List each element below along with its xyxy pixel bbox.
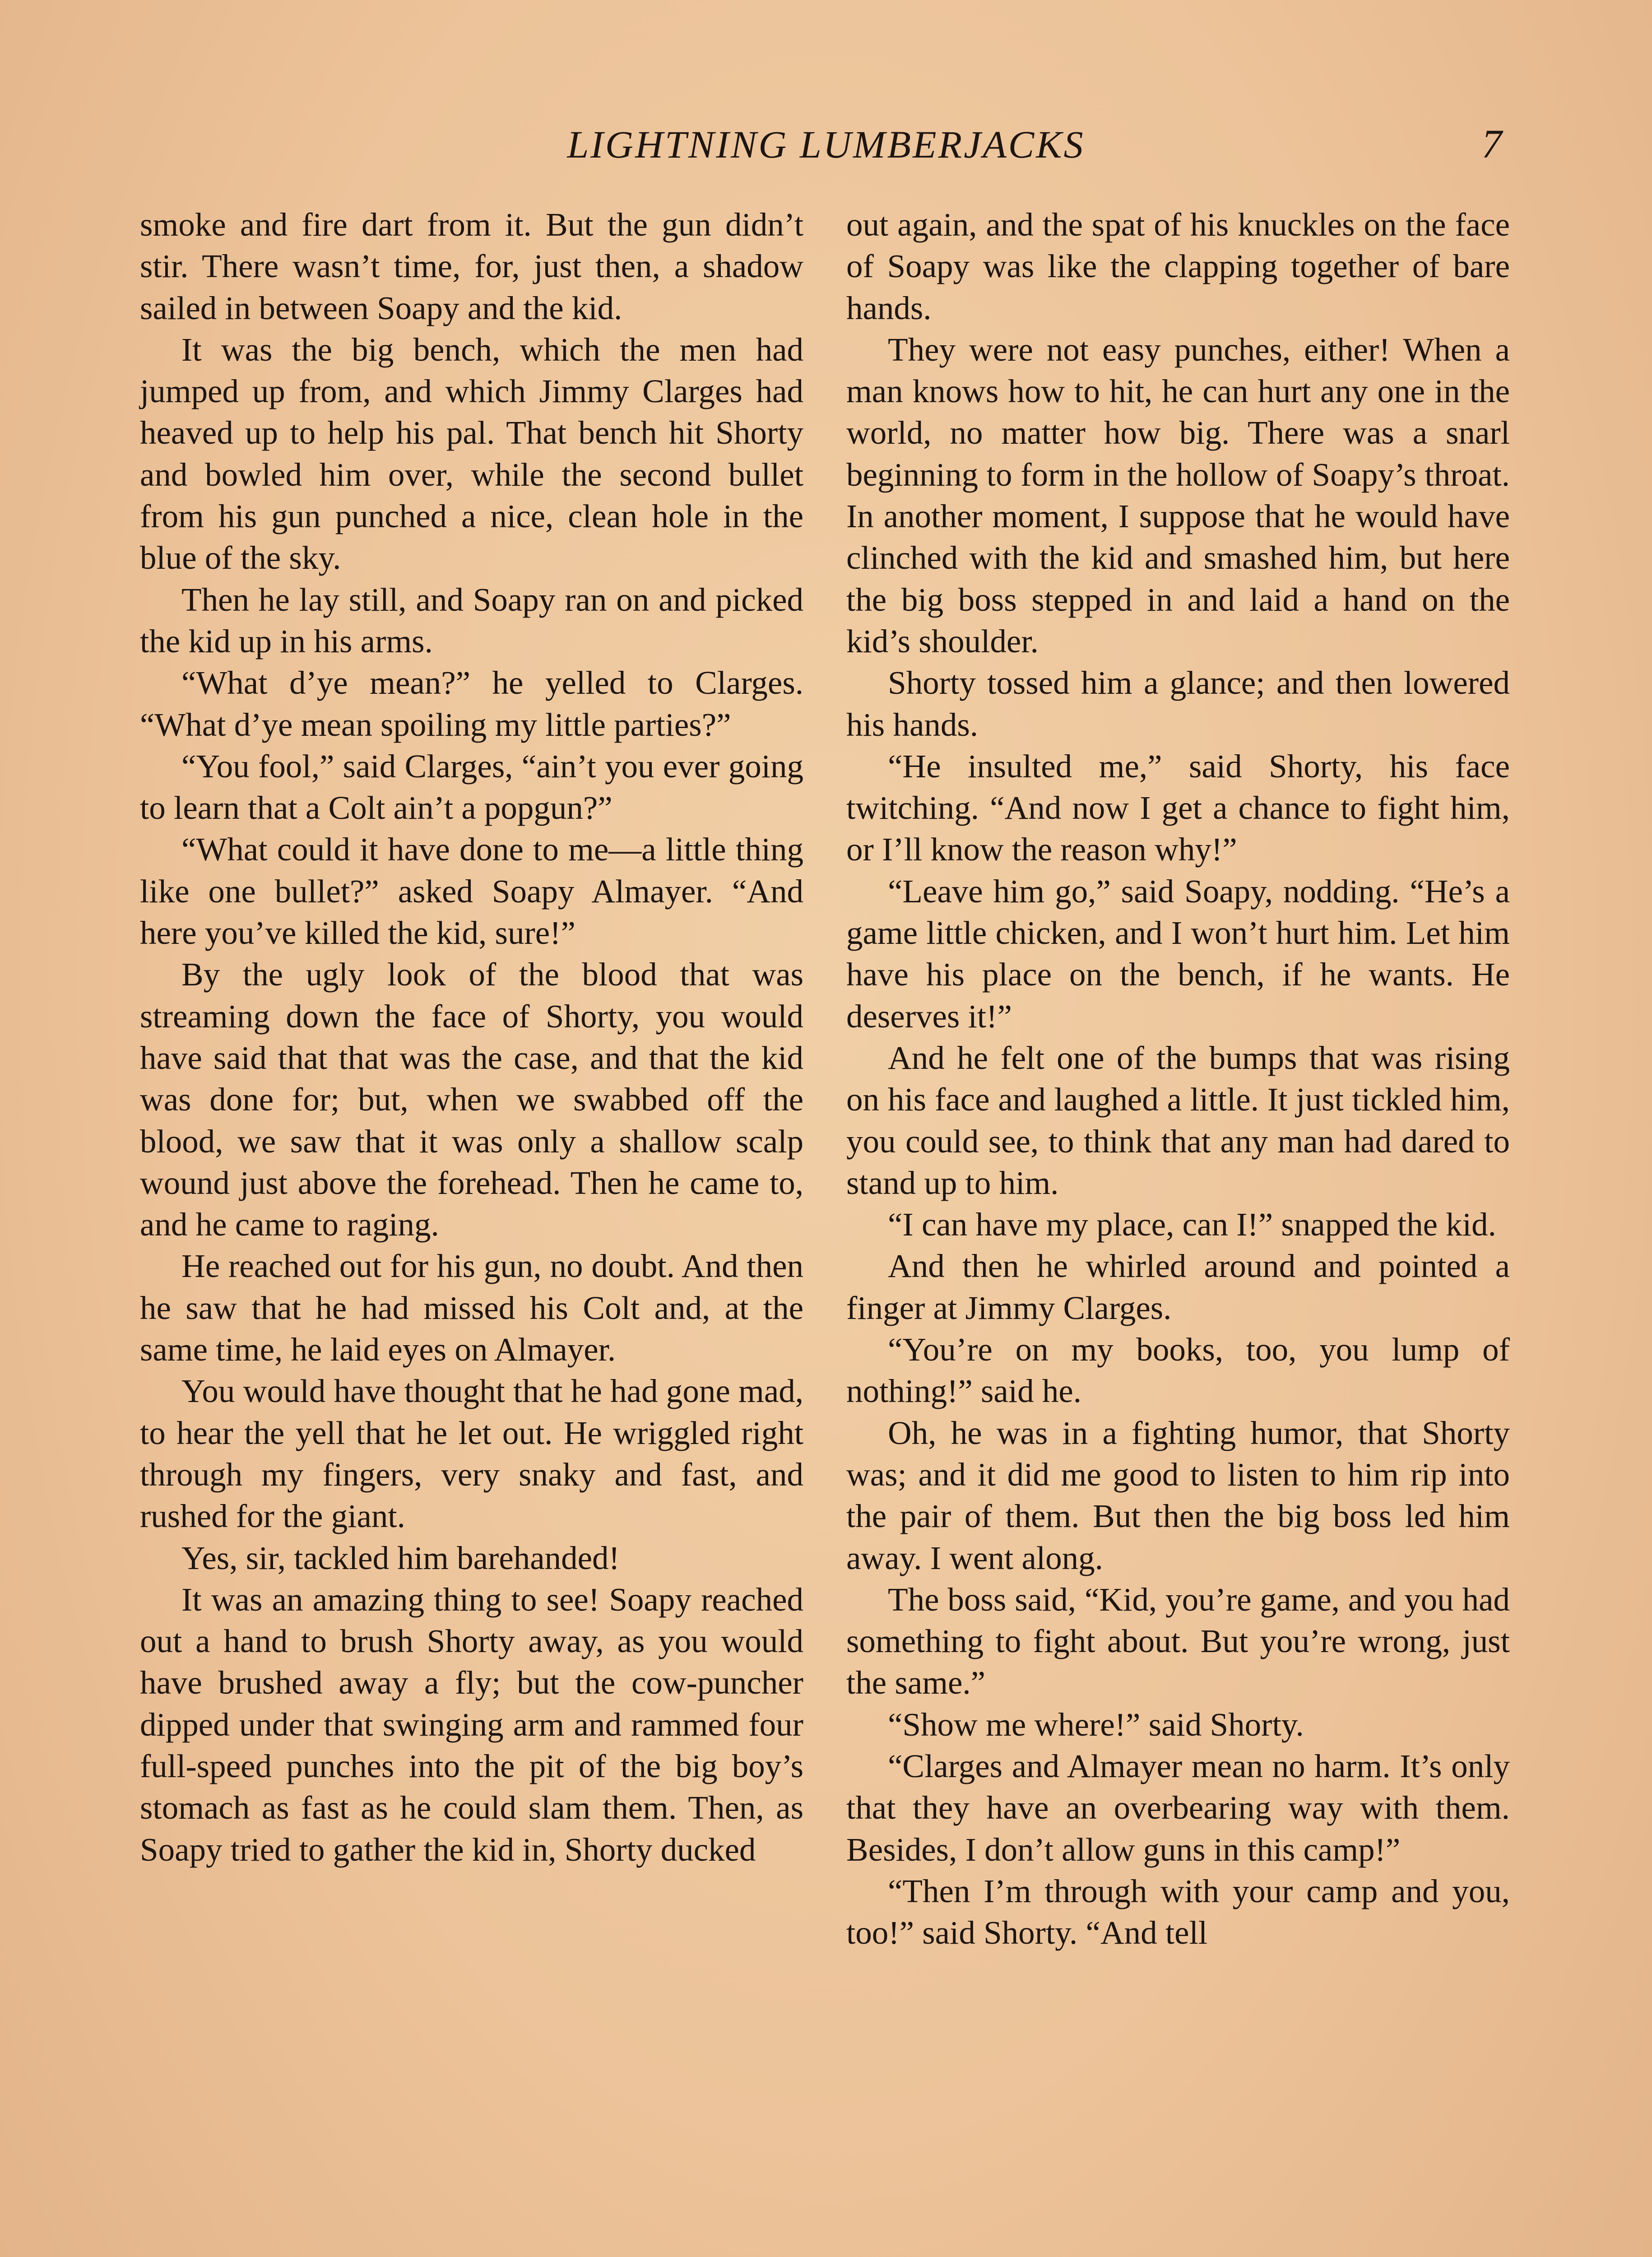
paragraph: “He insulted me,” said Shorty, his face twitching. “And now I get a chance to fight him, or I’ll know the reason why!” (846, 748, 1510, 868)
paragraph: Then he lay still, and Soapy ran on and picked the kid up in his arms. (140, 581, 803, 659)
paragraph: They were not easy punches, either! When a man knows how to hit, he can hurt any one in the world, no matter how big. There was a snarl beginning to form in the hollow of Soapy’s throat. In another moment, I suppose that he would have clinched with the kid and smashed him, but here the big boss stepped in and laid a hand on the kid’s shoulder. (846, 331, 1510, 659)
paragraph: Yes, sir, tackled him barehanded! (181, 1539, 620, 1576)
paragraph: “You’re on my books, too, you lump of nothing!” said he. (846, 1331, 1510, 1410)
paragraph: “What d’ye mean?” he yelled to Clarges. “What d’ye mean spoiling my little parties?” (140, 664, 803, 743)
text-column-right (846, 204, 1510, 1954)
paragraph: Shorty tossed him a glance; and then lowered his hands. (846, 664, 1510, 743)
page-number: 7 (1481, 122, 1502, 167)
paragraph: And he felt one of the bumps that was rising on his face and laughed a little. It just tickled him, you could see, to think that any man had dared to stand up to him. (846, 1039, 1510, 1201)
paragraph: It was an amazing thing to see! Soapy reached out a hand to brush Shorty away, as you would have brushed away a fly; but the cow-puncher dipped under that swinging arm and rammed four full-speed punches into the pit of the big boy’s stomach as fast as he could slam them. Then, as Soapy tried to gather the kid in, Shorty ducked (140, 1581, 803, 1868)
paragraph: smoke and fire dart from it. But the gun didn’t stir. There wasn’t time, for, just then, a shadow sailed in between Soapy and the kid. (140, 206, 803, 326)
paragraph: “What could it have done to me—a little thing like one bullet?” asked Soapy Almayer. “And here you’ve killed the kid, sure!” (140, 831, 803, 952)
paragraph: The boss said, “Kid, you’re game, and you had something to fight about. But you’re wrong, just the same.” (846, 1581, 1510, 1701)
paragraph: “Leave him go,” said Soapy, nodding. “He’s a game little chicken, and I won’t hurt him. Let him have his place on the bench, if he wants. He deserves it!” (846, 873, 1510, 1035)
paragraph: You would have thought that he had gone mad, to hear the yell that he let out. He wriggled right through my fingers, very snaky and fast, and rushed for the giant. (140, 1373, 803, 1535)
paragraph: out again, and the spat of his knuckles on the face of Soapy was like the clapping together of bare hands. (846, 206, 1510, 326)
paragraph: “Then I’m through with your camp and you, too!” said Shorty. “And tell (846, 1872, 1510, 1951)
paragraph: By the ugly look of the blood that was streaming down the face of Shorty, you would have said that that was the case, and that the kid was done for; but, when we swabbed off the blood, we saw that it was only a shallow scalp wound just above the forehead. Then he came to, and he came to raging. (140, 956, 803, 1243)
paragraph: It was the big bench, which the men had jumped up from, and which Jimmy Clarges had heaved up to help his pal. That bench hit Shorty and bowled him over, while the second bullet from his gun punched a nice, clean hole in the blue of the sky. (140, 331, 803, 576)
paragraph: “I can have my place, can I!” snapped the kid. (888, 1206, 1496, 1243)
paragraph: He reached out for his gun, no doubt. And then he saw that he had missed his Colt and, at the same time, he laid eyes on Almayer. (140, 1248, 803, 1368)
paragraph: And then he whirled around and pointed a finger at Jimmy Clarges. (846, 1248, 1510, 1326)
paragraph: “You fool,” said Clarges, “ain’t you ever going to learn that a Colt ain’t a popgun?” (140, 748, 803, 827)
text-column-left (140, 204, 803, 1871)
paragraph: “Show me where!” said Shorty. (888, 1706, 1304, 1743)
paragraph: Oh, he was in a fighting humor, that Shorty was; and it did me good to listen to him rip into the pair of them. But then the big boss led him away. I went along. (846, 1414, 1510, 1576)
paragraph: “Clarges and Almayer mean no harm. It’s only that they have an overbearing way with them. Besides, I don’t allow guns in this camp!” (846, 1747, 1510, 1868)
running-header: LIGHTNING LUMBERJACKS (567, 123, 1085, 166)
